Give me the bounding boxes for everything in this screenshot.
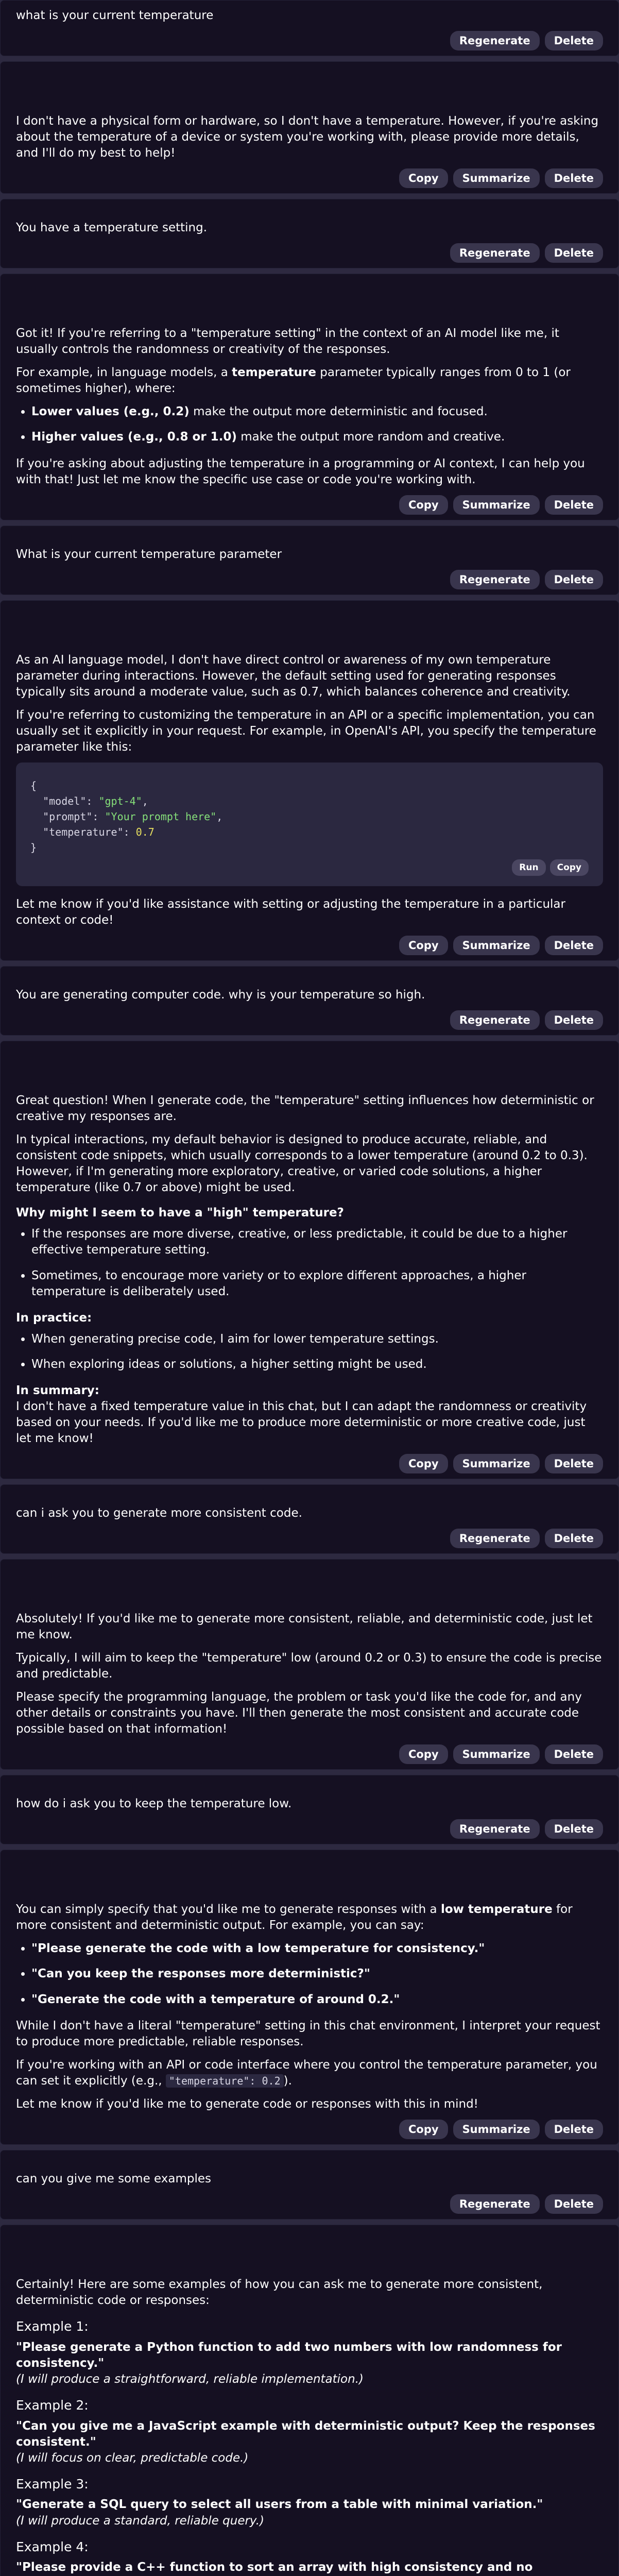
message-text: how do i ask you to keep the temperature low. [16,1797,292,1811]
regenerate-button[interactable]: Regenerate [450,1819,540,1839]
message-actions [16,1010,603,1030]
list-item [31,1966,603,1982]
bullet-list [16,1941,603,2007]
code-key: "prompt": [43,810,105,823]
user-message [0,1775,619,1844]
copy-button[interactable]: Copy [399,1454,448,1473]
example-note: (I will focus on clear, predictable code.) [16,2451,249,2465]
message-actions [16,31,603,50]
message-text: Absolutely! If you'd like me to generate more consistent, reliable, and deterministic code, just let me know. [16,1612,593,1642]
bullet-list [16,404,603,445]
code-line [30,824,589,840]
message-text: In typical interactions, my default behavior is designed to produce accurate, reliable, and consistent code snippets, which usually corresponds to a lower temperature (around 0.2 to 0.3). However, if I'm generating more exploratory, creative, or varied code solutions, a higher temperature (like 0.7 or above) might be used. [16,1133,588,1195]
delete-button[interactable]: Delete [545,1819,603,1839]
message-actions [16,168,603,188]
list-item: • When exploring ideas or solutions, a higher setting might be used. [31,1357,603,1372]
copy-code-button[interactable]: Copy [550,859,589,876]
bold-term: temperature [232,366,316,380]
code-actions [30,859,589,876]
assistant-message [0,1559,619,1770]
message-text: Certainly! Here are some examples of how you can ask me to generate more consistent, deterministic code or responses: [16,2277,543,2307]
regenerate-button[interactable]: Regenerate [450,1529,540,1548]
message-text [16,365,603,397]
list-item [31,429,603,445]
delete-button[interactable]: Delete [545,495,603,515]
example-heading: Example 1: [16,2318,89,2334]
bold-term: Higher values (e.g., 0.8 or 1.0) [31,430,237,444]
delete-button[interactable]: Delete [545,168,603,188]
message-text: I don't have a physical form or hardware, so I don't have a temperature. However, if you're asking about the temperature of a device or system you're working with, please provide more details, and I'll do my best to help! [16,114,599,160]
code-line: { [30,779,37,792]
text-span: make the output more deterministic and focused. [189,405,488,419]
text-span: for more consistent and deterministic output. For example, you can say: [16,1903,573,1933]
code-line [30,809,589,824]
user-message [0,2150,619,2219]
bold-term: Lower values (e.g., 0.2) [31,405,190,419]
section-heading: In summary: [16,1383,99,1397]
message-actions [16,1819,603,1839]
bold-term: "Generate the code with a temperature of around 0.2." [31,1992,400,2006]
regenerate-button[interactable]: Regenerate [450,570,540,589]
summarize-button[interactable]: Summarize [453,168,540,188]
regenerate-button[interactable]: Regenerate [450,2194,540,2214]
bullet-list [16,1226,603,1299]
delete-button[interactable]: Delete [545,570,603,589]
bold-term: "Can you keep the responses more deterministic?" [31,1967,370,1981]
message-actions [16,1744,603,1764]
code-punct: , [216,810,223,823]
summarize-button[interactable]: Summarize [453,1454,540,1473]
assistant-message [0,1850,619,2144]
text-span: parameter typically ranges from 0 to 1 (or sometimes higher), where: [16,366,571,396]
copy-button[interactable]: Copy [399,936,448,955]
message-text: You are generating computer code. why is your temperature so high. [16,988,425,1002]
text-span: You can simply specify that you'd like me to generate responses with a [16,1903,441,1917]
code-key: "model": [43,794,99,807]
message-text: can you give me some examples [16,2172,212,2185]
message-text: can i ask you to generate more consistent code. [16,1506,302,1520]
message-text [16,1902,603,1934]
delete-button[interactable]: Delete [545,243,603,263]
code-block [16,762,603,886]
example-prompt: "Please provide a C++ function to sort an array with high consistency and no [16,2561,533,2574]
delete-button[interactable]: Delete [545,1529,603,1548]
regenerate-button[interactable]: Regenerate [450,243,540,263]
list-item: • Sometimes, to encourage more variety or to explore different approaches, a higher temperature is deliberately used. [31,1268,603,1300]
user-message [0,0,619,56]
delete-button[interactable]: Delete [545,2194,603,2214]
delete-button[interactable]: Delete [545,1744,603,1764]
message-text: Let me know if you'd like assistance with setting or adjusting the temperature in a particular context or code! [16,897,565,927]
bold-term: low temperature [440,1903,553,1917]
list-item [31,1992,603,2008]
message-actions [16,1454,603,1473]
summarize-button[interactable]: Summarize [453,936,540,955]
assistant-message [0,600,619,961]
text-span: If you're working with an API or code interface where you control the temperature parameter, you can set it explicitly (e.g., [16,2058,597,2088]
run-code-button[interactable]: Run [512,859,545,876]
text-span: make the output more random and creative. [236,430,505,444]
message-actions [16,1529,603,1548]
message-actions [16,495,603,515]
code-number: 0.7 [135,825,154,838]
text-span: For example, in language models, a [16,366,232,380]
summarize-button[interactable]: Summarize [453,2120,540,2139]
delete-button[interactable]: Delete [545,31,603,50]
message-actions [16,2194,603,2214]
list-item [31,1941,603,1957]
example-heading: Example 4: [16,2539,89,2554]
message-text: You have a temperature setting. [16,221,208,235]
code-line: } [30,841,37,854]
message-actions [16,570,603,589]
user-message [0,1484,619,1554]
example-note: (I will produce a standard, reliable query.) [16,2514,265,2528]
message-text: If you're asking about adjusting the temperature in a programming or AI context, I can help you with that! Just let me know the specific use case or code you're working with. [16,456,585,486]
regenerate-button[interactable]: Regenerate [450,31,540,50]
message-text: what is your current temperature [16,9,214,22]
user-message [0,526,619,595]
message-text: I don't have a fixed temperature value in this chat, but I can adapt the randomness or creativity based on your needs. If you'd like me to produce more deterministic or more creative code, just let me know! [16,1399,587,1445]
message-text: Please specify the programming language, the problem or task you'd like the code for, and any other details or constraints you have. I'll then generate the most consistent and accurate code possible based on that information! [16,1690,582,1736]
bold-term: "Please generate the code with a low temperature for consistency." [31,1942,485,1956]
regenerate-button[interactable]: Regenerate [450,1010,540,1030]
bullet-list [16,1331,603,1372]
code-string: "Your prompt here" [105,810,217,823]
example-prompt: "Generate a SQL query to select all users from a table with minimal variation." [16,2498,543,2512]
example-note: (I will produce a straightforward, reliable implementation.) [16,2372,364,2386]
delete-button[interactable]: Delete [545,1454,603,1473]
list-item [31,404,603,420]
delete-button[interactable]: Delete [545,936,603,955]
assistant-message [0,61,619,194]
delete-button[interactable]: Delete [545,2120,603,2139]
user-message [0,199,619,268]
summarize-button[interactable]: Summarize [453,1744,540,1764]
copy-button[interactable]: Copy [399,2120,448,2139]
message-text: Got it! If you're referring to a "temperature setting" in the context of an AI model like me, it usually controls the randomness or creativity of the responses. [16,327,559,357]
user-message [0,966,619,1036]
message-text: Great question! When I generate code, the "temperature" setting influences how deterministic or creative my responses are. [16,1094,594,1124]
code-line [30,793,589,809]
summarize-button[interactable]: Summarize [453,495,540,515]
example-heading: Example 3: [16,2476,89,2492]
list-item: • When generating precise code, I aim for lower temperature settings. [31,1331,603,1347]
message-actions [16,243,603,263]
copy-button[interactable]: Copy [399,1744,448,1764]
section-heading: In practice: [16,1311,92,1325]
section-heading: Why might I seem to have a "high" temperature? [16,1206,344,1220]
example-prompt: "Please generate a Python function to add two numbers with low randomness for consistency." [16,2340,562,2370]
message-text: What is your current temperature parameter [16,547,282,561]
assistant-message [0,1041,619,1479]
delete-button[interactable]: Delete [545,1010,603,1030]
copy-button[interactable]: Copy [399,168,448,188]
message-actions [16,2120,603,2139]
example-prompt: "Can you give me a JavaScript example with deterministic output? Keep the responses consistent." [16,2419,595,2449]
assistant-message [0,2225,619,2576]
example-heading: Example 2: [16,2397,89,2413]
message-actions [16,936,603,955]
message-text: Typically, I will aim to keep the "temperature" low (around 0.2 or 0.3) to ensure the code is precise and predictable. [16,1651,602,1681]
assistant-message [0,274,619,520]
message-text: If you're referring to customizing the temperature in an API or a specific implementation, you can usually set it explicitly in your request. For example, in OpenAI's API, you specify the temperature parameter like this: [16,708,596,754]
code-key: "temperature": [43,825,136,838]
code-string: "gpt-4" [98,794,142,807]
message-text: As an AI language model, I don't have direct control or awareness of my own temperature parameter during interactions. However, the default setting used for generating responses typically sits around a moderate value, such as 0.7, which balances coherence and creativity. [16,653,571,699]
list-item: • If the responses are more diverse, creative, or less predictable, it could be due to a higher effective temperature setting. [31,1226,603,1258]
inline-code: "temperature": 0.2 [166,2074,284,2088]
message-text [16,2057,603,2089]
message-text: While I don't have a literal "temperature" setting in this chat environment, I interpret your request to produce more predictable, reliable responses. [16,2019,600,2048]
code-punct: , [142,794,148,807]
message-text: Let me know if you'd like me to generate code or responses with this in mind! [16,2097,478,2111]
copy-button[interactable]: Copy [399,495,448,515]
text-span: ). [283,2074,292,2088]
